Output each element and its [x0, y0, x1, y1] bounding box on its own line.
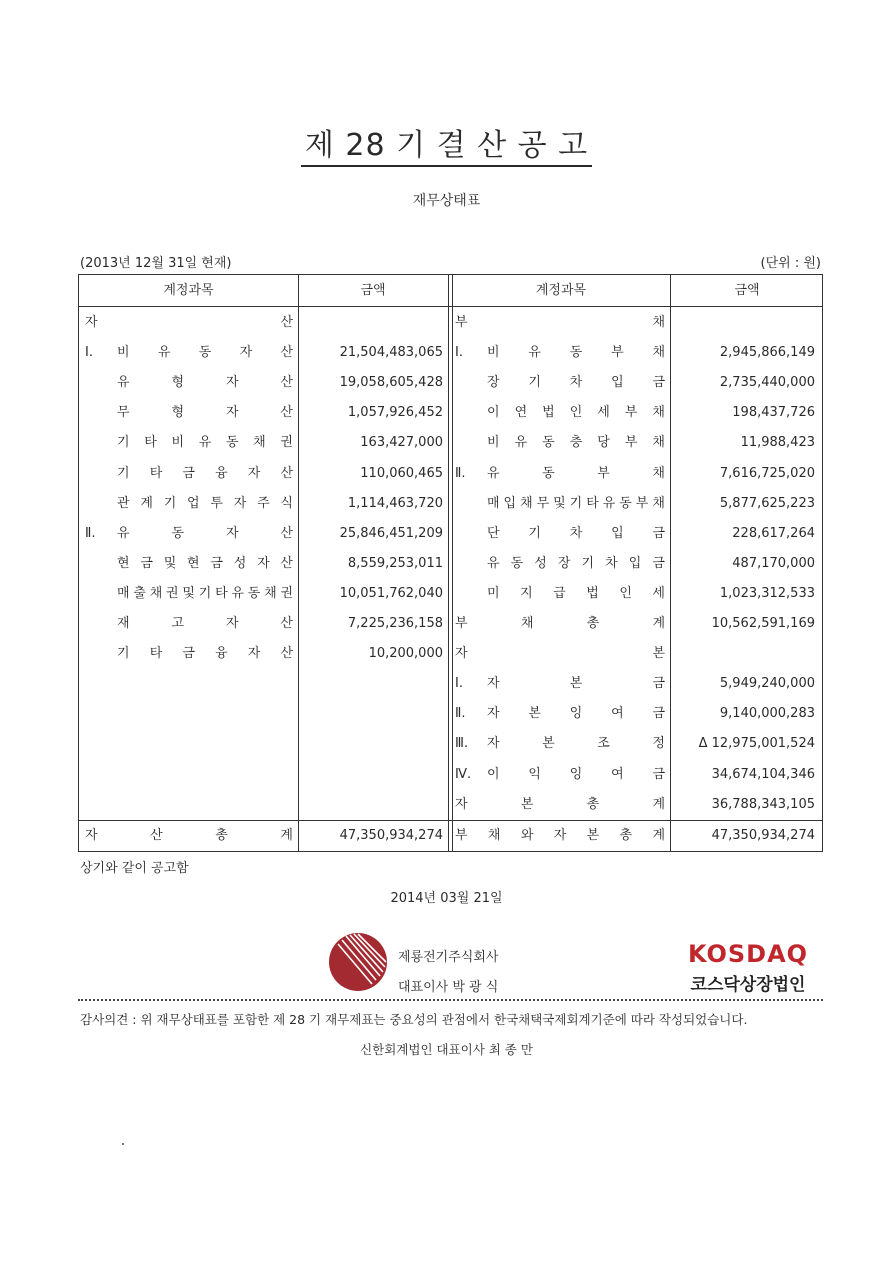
- left-amount: 25,846,451,209: [339, 525, 443, 541]
- item-number: [85, 609, 117, 639]
- item-number: [85, 489, 117, 519]
- left-account-item: [85, 609, 293, 639]
- item-label: 이 연 법 인 세 부 채: [487, 405, 665, 421]
- right-account-item: [455, 609, 665, 639]
- right-account-item: [455, 338, 665, 368]
- item-label: 비 유 동 자 산: [117, 345, 293, 361]
- item-label: 기 타 금 융 자 산: [117, 465, 293, 481]
- item-label: 부 채 와 자 본 총 계: [455, 828, 665, 843]
- col-divider: [448, 275, 449, 851]
- item-number: [85, 368, 117, 398]
- company-name: 제룡전기주식회사: [398, 950, 499, 965]
- right-account-item: [455, 428, 665, 458]
- kosdaq-subtitle: 코스닥상장법인: [690, 975, 806, 995]
- left-account-item: [85, 308, 293, 338]
- dotted-divider: [78, 999, 823, 1001]
- item-label: 유 동 부 채: [487, 465, 665, 481]
- item-label: 미 지 급 법 인 세: [487, 585, 665, 601]
- right-account-item: [455, 549, 665, 579]
- left-amount: 19,058,605,428: [339, 375, 443, 391]
- right-account-item: [455, 489, 665, 519]
- item-label: 부 채 총 계: [455, 616, 665, 631]
- right-account-item: [455, 790, 665, 820]
- item-label: 자 본 잉 여 금: [487, 706, 665, 722]
- header-right-amount: 금액: [734, 283, 760, 298]
- item-label: 자 본: [455, 646, 665, 662]
- right-amount: 2,945,866,149: [719, 345, 815, 361]
- item-number: [85, 428, 117, 458]
- left-account-item: [85, 368, 293, 398]
- unit-label: (단위 : 원): [760, 256, 821, 271]
- item-number: [455, 519, 487, 549]
- item-number: Ⅰ.: [455, 676, 463, 692]
- item-number: Ⅱ.: [85, 525, 96, 541]
- right-amount: Δ 12,975,001,524: [698, 736, 815, 752]
- item-number: Ⅲ.: [455, 736, 469, 752]
- auditor-name: 신한회계법인 대표이사 최 종 만: [360, 1042, 533, 1057]
- item-number: [455, 579, 487, 609]
- left-account-item: [85, 428, 293, 458]
- item-number: Ⅰ.: [455, 345, 463, 361]
- right-account-item: [455, 821, 665, 851]
- item-label: 자 산 총 계: [85, 828, 293, 843]
- left-amount: 1,114,463,720: [347, 495, 443, 511]
- item-number: [85, 398, 117, 428]
- right-account-item: [455, 519, 665, 549]
- right-amount: 5,877,625,223: [719, 495, 815, 511]
- right-amount: 2,735,440,000: [719, 375, 815, 391]
- item-number: [85, 459, 117, 489]
- col-divider: [298, 275, 299, 851]
- audit-opinion: 감사의견 : 위 재무상태표를 포함한 제 28 기 재무제표는 중요성의 관점에서 한국채택국제회계기준에 따라 작성되었습니다.: [80, 1012, 748, 1027]
- left-account-item: [85, 459, 293, 489]
- item-label: 비 유 동 부 채: [487, 345, 665, 361]
- notice-text: 상기와 같이 공고함: [80, 861, 189, 876]
- statement-title: 재무상태표: [412, 193, 481, 209]
- item-number: [85, 549, 117, 579]
- right-amount: 36,788,343,105: [711, 796, 815, 812]
- right-amount: 487,170,000: [732, 555, 815, 571]
- right-amount: 5,949,240,000: [719, 676, 815, 692]
- scan-speck: [122, 1143, 124, 1145]
- left-account-item: [85, 639, 293, 669]
- item-label: 부 채: [455, 315, 665, 330]
- right-amount: 9,140,000,283: [719, 706, 815, 722]
- item-number: [455, 549, 487, 579]
- item-label: 재 고 자 산: [117, 616, 293, 631]
- left-account-item: [85, 519, 293, 549]
- item-label: 기 타 비 유 동 채 권: [117, 435, 293, 451]
- item-number: [455, 428, 487, 458]
- left-amount: 47,350,934,274: [339, 828, 443, 843]
- item-label: 유 형 자 산: [117, 375, 293, 391]
- left-account-item: [85, 821, 293, 851]
- item-label: 매 입 채 무 및 기 타 유 동 부 채: [487, 495, 665, 511]
- item-number: [455, 489, 487, 519]
- header-divider: [79, 306, 822, 307]
- item-label: 유 동 성 장 기 차 입 금: [487, 555, 665, 571]
- right-account-item: [455, 699, 665, 729]
- right-account-item: [455, 459, 665, 489]
- left-amount: 110,060,465: [360, 465, 443, 481]
- right-account-item: [455, 579, 665, 609]
- right-account-item: [455, 398, 665, 428]
- kosdaq-logo: KOSDAQ: [687, 940, 809, 968]
- left-account-item: [85, 579, 293, 609]
- item-label: 유 동 자 산: [117, 525, 293, 541]
- right-account-item: [455, 669, 665, 699]
- publish-date: 2014년 03월 21일: [390, 891, 503, 906]
- right-amount: 34,674,104,346: [711, 766, 815, 782]
- right-account-item: [455, 308, 665, 338]
- item-number: [85, 579, 117, 609]
- item-label: 자 본 조 정: [487, 736, 665, 752]
- item-label: 장 기 차 입 금: [487, 375, 665, 391]
- kosdaq-badge: [678, 940, 818, 995]
- item-label: 매 출 채 권 및 기 타 유 동 채 권: [117, 585, 293, 601]
- balance-sheet-table: [78, 274, 823, 852]
- item-number: [455, 398, 487, 428]
- right-account-item: [455, 729, 665, 759]
- header-right-item: 계정과목: [535, 283, 587, 298]
- left-amount: 8,559,253,011: [347, 555, 443, 571]
- as-of-date: (2013년 12월 31일 현재): [80, 256, 232, 271]
- item-label: 이 익 잉 여 금: [487, 766, 665, 782]
- right-amount: 1,023,312,533: [719, 585, 815, 601]
- item-number: [455, 368, 487, 398]
- right-amount: 7,616,725,020: [719, 465, 815, 481]
- left-account-item: [85, 489, 293, 519]
- right-amount: 11,988,423: [740, 435, 815, 451]
- left-amount: 10,200,000: [368, 646, 443, 662]
- item-label: 비 유 동 충 당 부 채: [487, 435, 665, 451]
- item-label: 무 형 자 산: [117, 405, 293, 421]
- left-account-item: [85, 338, 293, 368]
- item-label: 기 타 금 융 자 산: [117, 646, 293, 662]
- item-label: 단 기 차 입 금: [487, 525, 665, 541]
- right-amount: 10,562,591,169: [711, 616, 815, 631]
- col-divider: [670, 275, 671, 851]
- left-account-item: [85, 549, 293, 579]
- right-account-item: [455, 639, 665, 669]
- page-title: 제 28 기 결 산 공 고: [0, 120, 893, 164]
- item-label: 자 산: [85, 315, 293, 330]
- item-label: 자 본 금: [487, 676, 665, 692]
- item-label: 관 계 기 업 투 자 주 식: [117, 495, 293, 511]
- right-account-item: [455, 760, 665, 790]
- item-number: Ⅱ.: [455, 706, 466, 722]
- col-divider: [452, 275, 453, 851]
- ceo-name: 대표이사 박 광 식: [398, 980, 499, 995]
- header-left-item: 계정과목: [163, 283, 214, 298]
- item-label: 자 본 총 계: [455, 796, 665, 812]
- right-amount: 228,617,264: [732, 525, 815, 541]
- header-left-amount: 금액: [360, 283, 386, 298]
- left-amount: 163,427,000: [360, 435, 443, 451]
- right-amount: 47,350,934,274: [711, 828, 815, 843]
- left-amount: 1,057,926,452: [347, 405, 443, 421]
- item-number: Ⅰ.: [85, 345, 93, 361]
- right-account-item: [455, 368, 665, 398]
- left-amount: 21,504,483,065: [339, 345, 443, 361]
- company-logo-icon: [328, 932, 388, 992]
- item-label: 현 금 및 현 금 성 자 산: [117, 555, 293, 571]
- left-account-item: [85, 398, 293, 428]
- left-amount: 10,051,762,040: [339, 585, 443, 601]
- right-amount: 198,437,726: [732, 405, 815, 421]
- item-number: Ⅳ.: [455, 766, 472, 782]
- item-number: [85, 639, 117, 669]
- left-amount: 7,225,236,158: [347, 616, 443, 631]
- item-number: Ⅱ.: [455, 465, 466, 481]
